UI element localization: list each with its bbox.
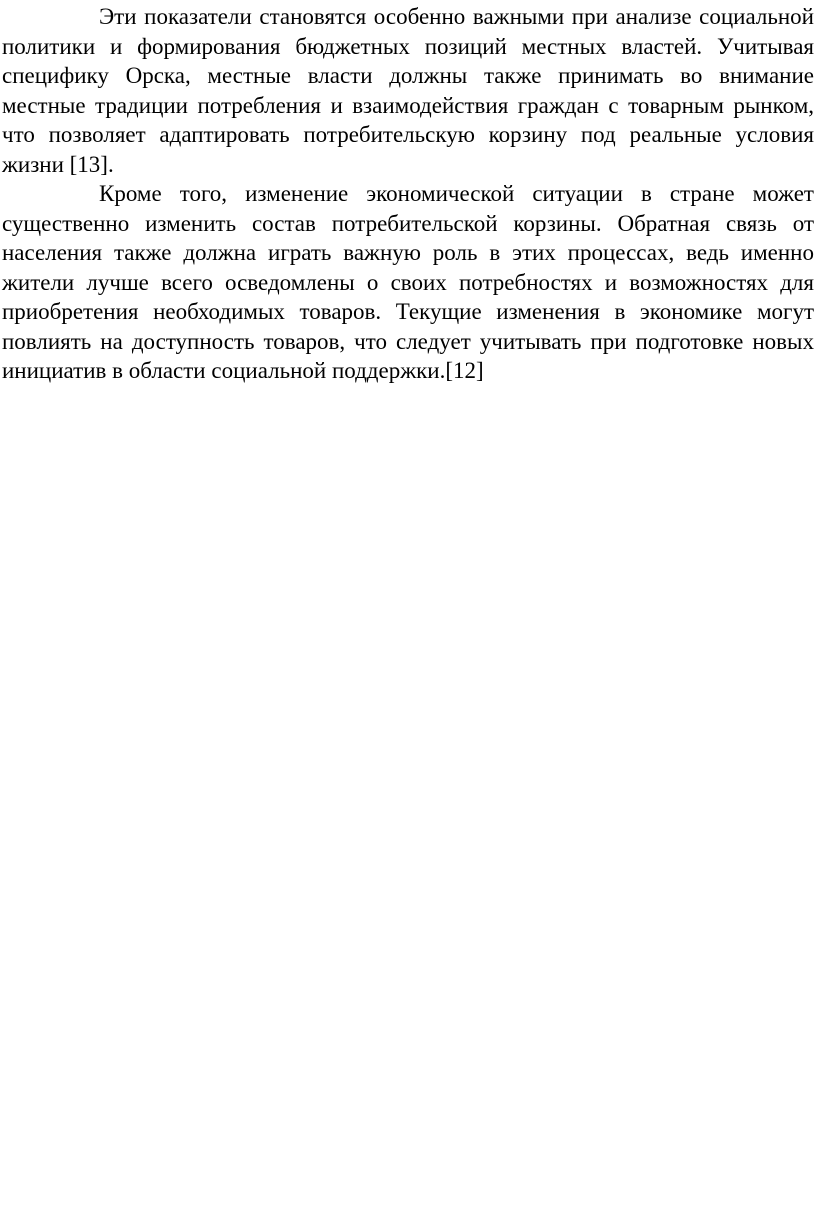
document-body: [2, 2, 814, 386]
paragraph-2: Кроме того, изменение экономической ситуации в стране может существенно изменить состав потребительской корзины. Обратная связь от населения также должна играть важную роль в этих процессах, ведь именно жители лучше всего осведомлены о своих потребностях и возможностях для приобретения необходимых товаров. Текущие изменения в экономике могут повлиять на доступность товаров, что следует учитывать при подготовке новых инициатив в области социальной поддержки.[12]: [2, 181, 814, 383]
paragraph-1: Эти показатели становятся особенно важными при анализе социальной политики и формирования бюджетных позиций местных властей. Учитывая специфику Орска, местные власти должны также принимать во внимание местные традиции потребления и взаимодействия граждан с товарным рынком, что позволяет адаптировать потребительскую корзину под реальные условия жизни [13].: [2, 4, 814, 177]
